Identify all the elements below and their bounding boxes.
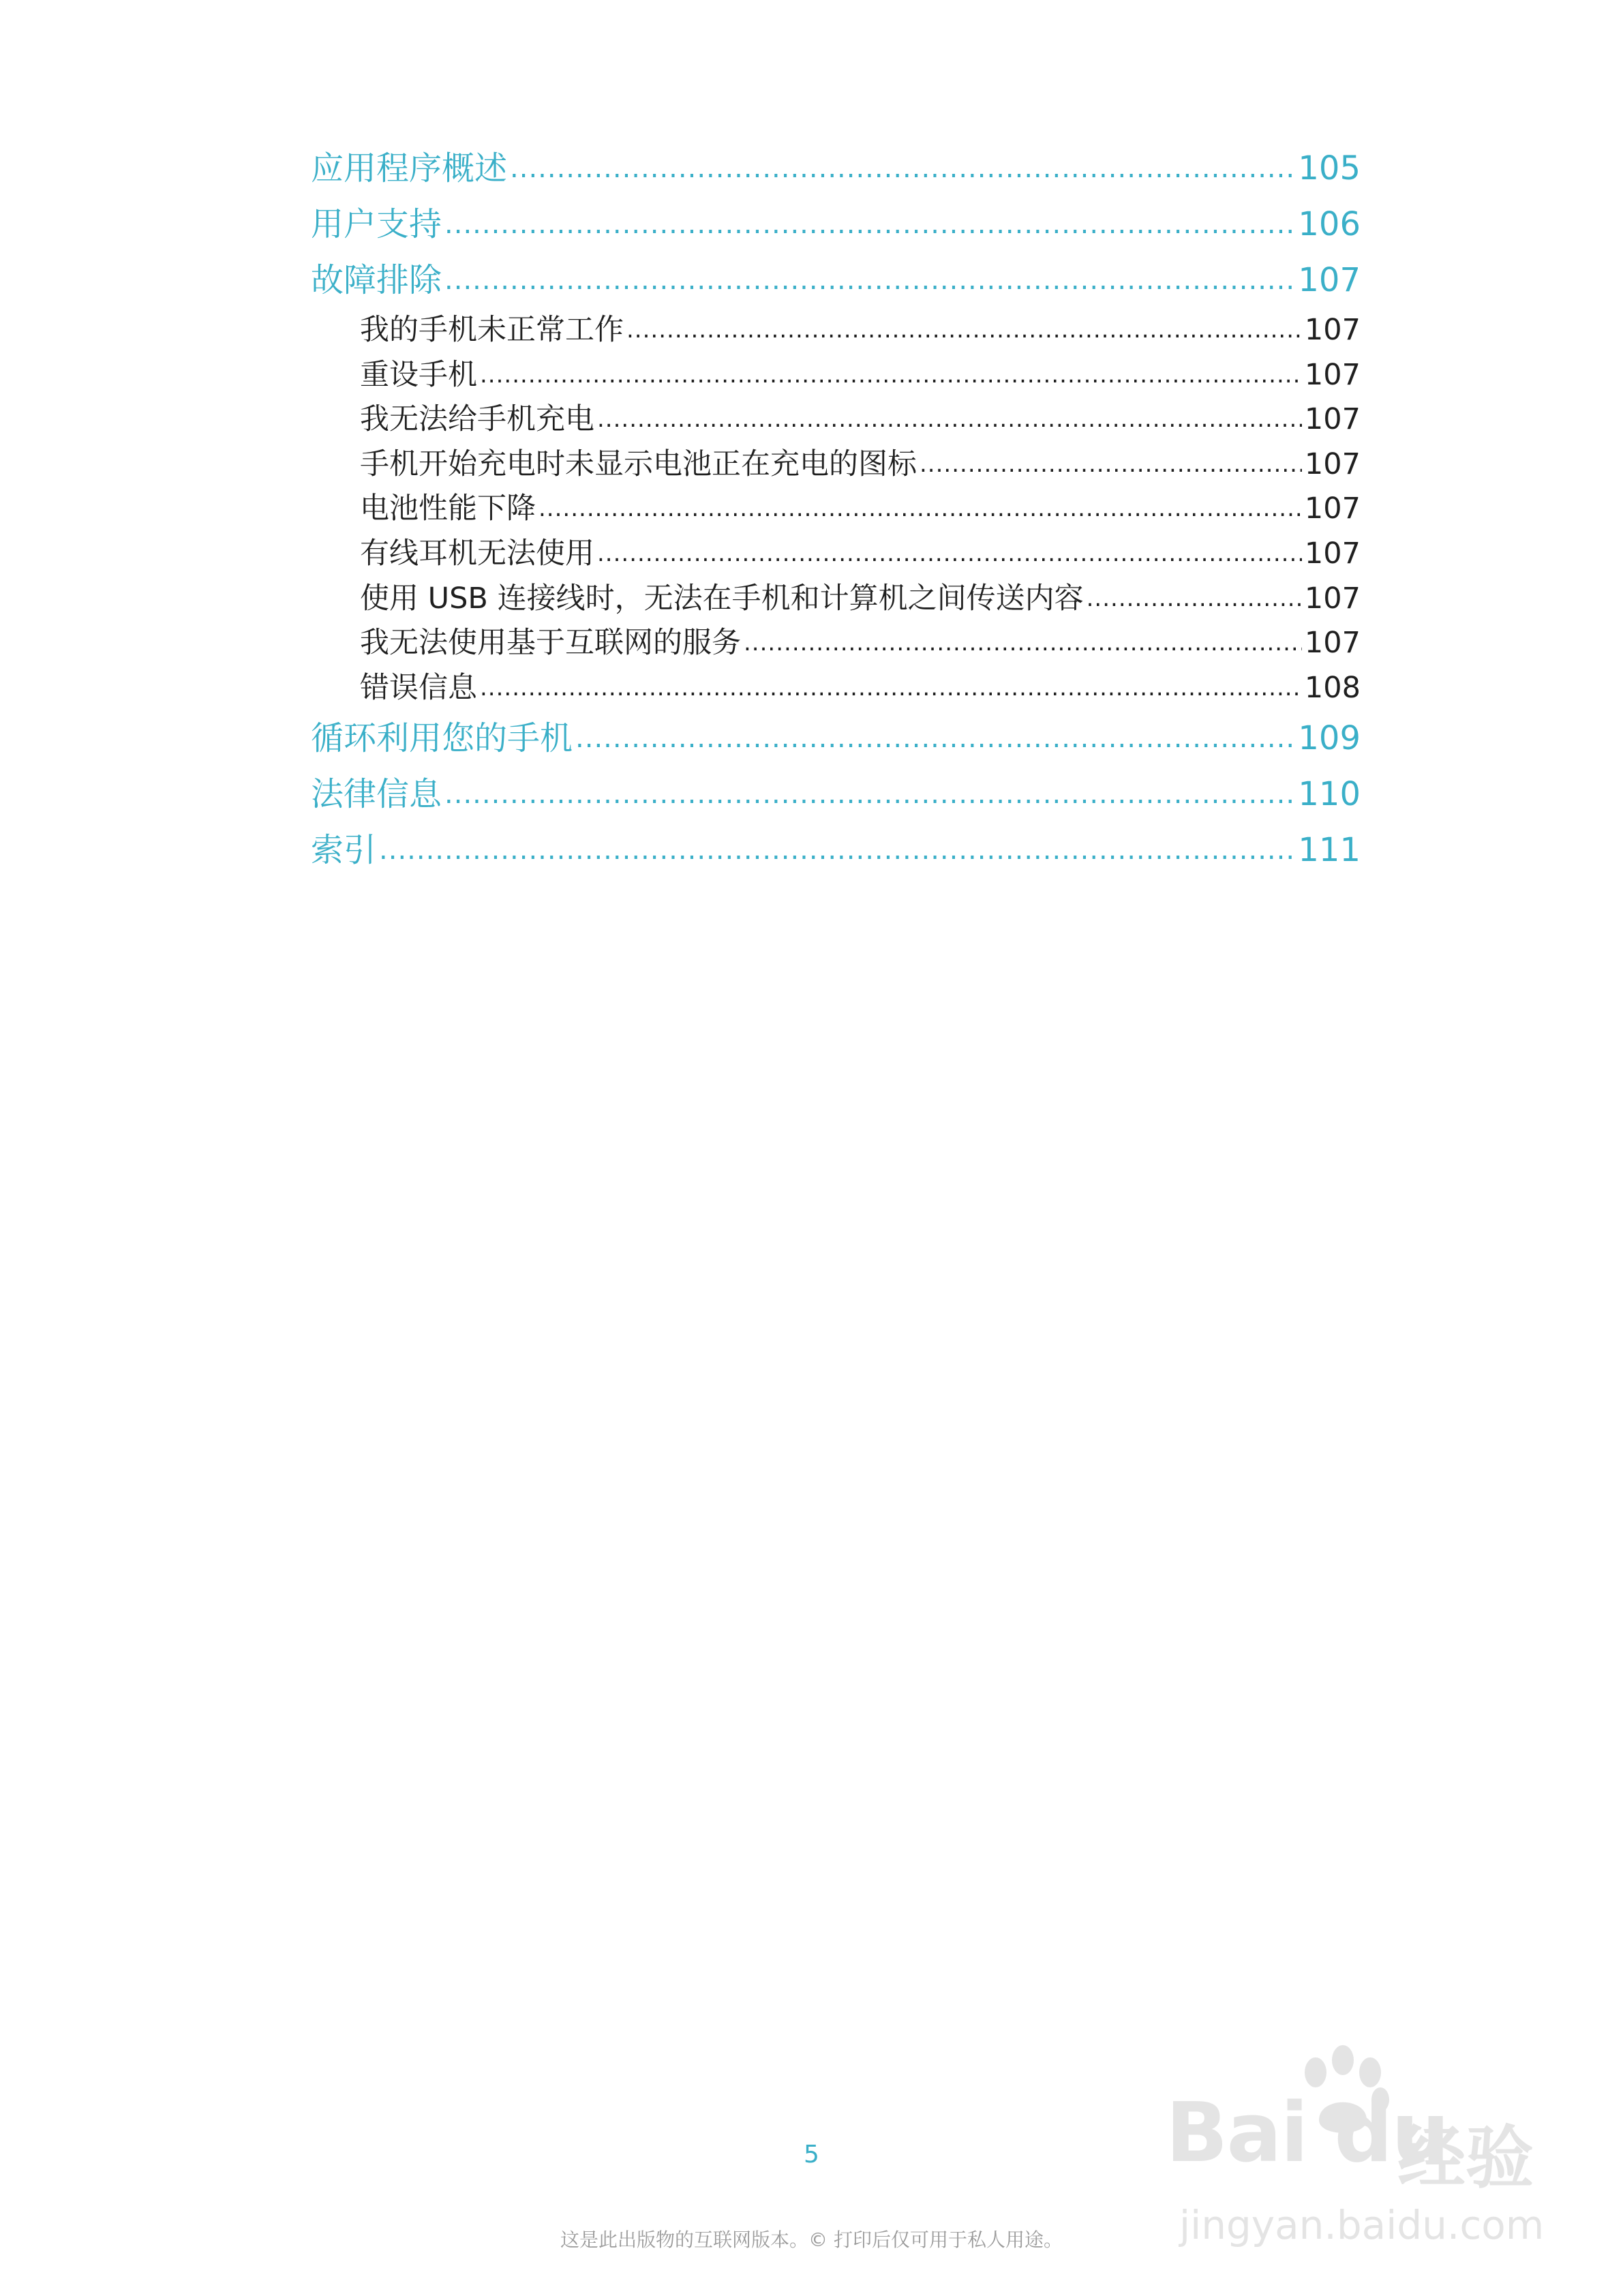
toc-entry-page: 107 [1304,447,1361,481]
toc-subentry[interactable] [311,442,1361,487]
toc-subentry[interactable] [311,621,1361,666]
toc-subentry[interactable] [311,532,1361,577]
toc-entry-title: 我无法给手机充电 [360,402,594,437]
toc-entry-title: 错误信息 [360,670,477,705]
toc-entry[interactable] [311,252,1361,308]
toc-subentry[interactable] [311,487,1361,532]
toc-entry-title: 用户支持 [311,205,442,243]
toc-entry-page: 107 [1304,581,1361,616]
toc-dot-leader [920,440,1302,487]
toc-entry-page: 109 [1298,719,1361,758]
toc-dot-leader [539,485,1302,532]
toc-entry-title: 索引 [311,831,377,870]
toc-entry[interactable] [311,140,1361,196]
toc-subentry[interactable] [311,353,1361,398]
toc-entry-page: 107 [1304,492,1361,526]
toc-entry-page: 110 [1298,775,1361,814]
toc-dot-leader [575,708,1295,766]
toc-dot-leader [744,619,1302,666]
toc-entry-page: 108 [1304,670,1361,705]
toc-dot-leader [510,138,1295,196]
toc-entry-page: 107 [1298,261,1361,299]
toc-entry-title: 我的手机未正常工作 [360,313,624,347]
toc-entry-page: 107 [1304,536,1361,571]
toc-entry-title: 法律信息 [311,775,442,814]
toc-dot-leader [480,664,1302,711]
watermark-brand-cn: 经验 [1397,2118,1534,2198]
toc-subentry[interactable] [311,577,1361,622]
toc-entry-title: 我无法使用基于互联网的服务 [360,626,741,661]
toc-entry-page: 105 [1298,149,1361,187]
watermark-logo [1152,2045,1547,2277]
toc-entry-title: 有线耳机无法使用 [360,536,594,571]
toc-entry[interactable] [311,710,1361,766]
toc-subentry[interactable] [311,308,1361,353]
toc-entry-page: 107 [1304,626,1361,661]
toc-subentry[interactable] [311,397,1361,442]
toc-entry[interactable] [311,822,1361,878]
toc-subentry[interactable] [311,666,1361,711]
toc-entry-title: 手机开始充电时未显示电池正在充电的图标 [360,447,917,481]
toc-entry-page: 111 [1298,831,1361,870]
toc-entry-page: 107 [1304,313,1361,347]
toc-entry-title: 应用程序概述 [311,149,508,187]
toc-entry-title: 故障排除 [311,261,442,299]
toc-dot-leader [444,764,1295,822]
toc-entry-page: 106 [1298,205,1361,243]
toc-dot-leader [1087,575,1302,622]
toc-entry-title: 电池性能下降 [360,492,536,526]
toc-dot-leader [597,530,1302,577]
toc-dot-leader [626,306,1302,353]
toc-dot-leader [480,351,1302,398]
toc-entry-title: 重设手机 [360,357,477,392]
page-number: 5 [804,2141,819,2169]
toc-entry[interactable] [311,766,1361,822]
footer-note: 这是此出版物的互联网版本。© 打印后仅可用于私人用途。 [560,2229,1063,2251]
watermark-brand: Bai du [1166,2086,1448,2181]
toc-entry[interactable] [311,196,1361,252]
toc-entry-title: 使用 USB 连接线时，无法在手机和计算机之间传送内容 [360,581,1084,616]
toc-entry-page: 107 [1304,357,1361,392]
toc-dot-leader [444,194,1295,252]
toc-dot-leader [379,820,1295,878]
watermark-url: jingyan.baidu.com [1179,2202,1545,2248]
toc-entry-page: 107 [1304,402,1361,437]
table-of-contents [311,140,1361,878]
toc-dot-leader [597,395,1302,442]
toc-entry-title: 循环利用您的手机 [311,719,573,758]
toc-dot-leader [444,250,1295,308]
